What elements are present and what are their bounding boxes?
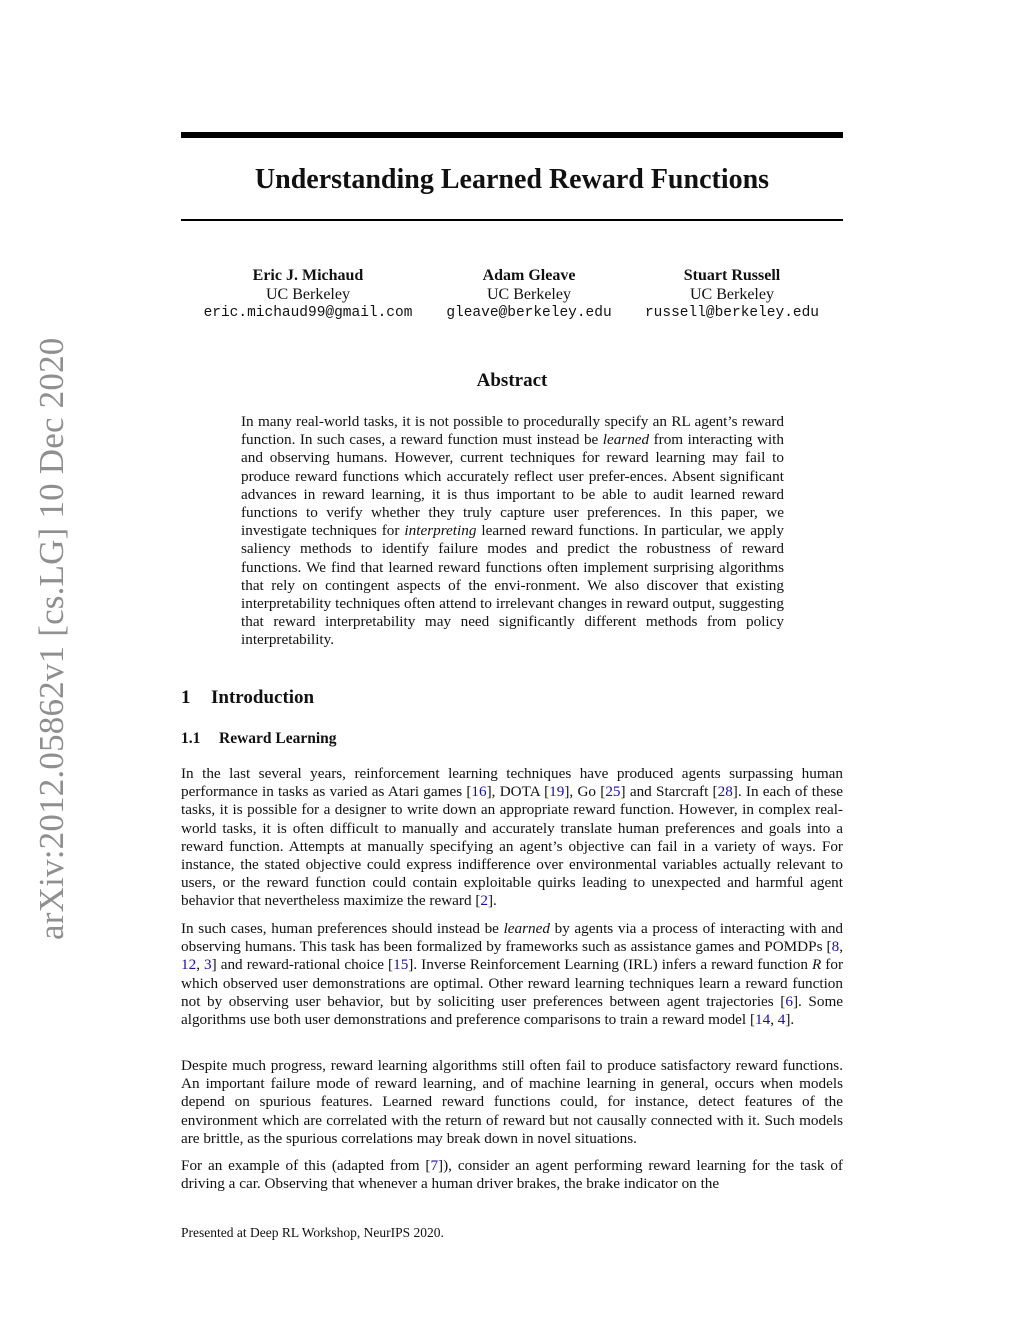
citation-link[interactable]: 15 xyxy=(393,956,409,974)
citation-link[interactable]: 3 xyxy=(204,956,212,974)
paragraph: In the last several years, reinforcement learning techniques have produced agents surpassing human performance in tasks as varied as Atari games [16], DOTA [19], Go [25] and Starcraft [28]. In each of these tasks, it is possible for a designer to write down an appropriate reward function. However, in complex real-world tasks, it is often difficult to manually and accurately translate human preferences and goals into a reward function. Attempts at manually specifying an agent’s objective can fail in a variety of ways. For instance, the stated objective could express indifference over environmental variables actually relevant to users, or the reward function could contain exploitable quirks leading to unexpected and harmful agent behavior that nevertheless maximize the reward [2]. xyxy=(181,765,843,910)
paper-title: Understanding Learned Reward Functions xyxy=(254,164,770,195)
author-block xyxy=(612,267,852,323)
citation-link[interactable]: 2 xyxy=(480,892,488,910)
subsection-heading xyxy=(181,730,337,748)
title-top-rule xyxy=(181,132,843,138)
citation-link[interactable]: 6 xyxy=(785,992,793,1010)
paragraph: Despite much progress, reward learning algorithms still often fail to produce satisfactory reward functions. An important failure mode of reward learning, and of machine learning in general, occurs when models depend on spurious features. Learned reward functions could, for instance, detect features of the environment which are correlated with the return of reward but not causally connected with it. Such models are brittle, as the spurious correlations may break down in novel situations. xyxy=(181,1057,843,1147)
author-name: Eric J. Michaud xyxy=(252,267,364,284)
citation-link[interactable]: 4 xyxy=(777,1011,786,1029)
citation-link[interactable]: 25 xyxy=(605,783,621,801)
section-title: Introduction xyxy=(211,687,315,708)
citation-link[interactable]: 7 xyxy=(430,1157,439,1174)
citation-link[interactable]: 28 xyxy=(717,783,733,801)
title-bottom-rule xyxy=(181,219,843,221)
citation-link[interactable]: 14 xyxy=(755,1011,771,1029)
subsection-number: 1.1 xyxy=(181,730,201,747)
author-affiliation: UC Berkeley xyxy=(487,285,571,303)
citation-link[interactable]: 8 xyxy=(831,938,840,956)
footnote: Presented at Deep RL Workshop, NeurIPS 2020. xyxy=(181,1225,444,1240)
citation-link[interactable]: 12 xyxy=(181,956,197,974)
author-affiliation: UC Berkeley xyxy=(266,285,350,303)
author-block xyxy=(188,267,428,323)
subsection-title: Reward Learning xyxy=(219,730,337,747)
author-email: gleave@berkeley.edu xyxy=(446,305,612,321)
paragraph: For an example of this (adapted from [7]), consider an agent performing reward learning for the task of driving a car. Observing that whenever a human driver brakes, the brake indicator on the xyxy=(181,1157,843,1193)
arxiv-identifier: arXiv:2012.05862v1 [cs.LG] 10 Dec 2020 xyxy=(32,337,71,940)
author-name: Stuart Russell xyxy=(683,267,781,284)
math-variable: R xyxy=(811,956,822,974)
author-email: russell@berkeley.edu xyxy=(644,305,820,321)
section-number: 1 xyxy=(181,687,191,708)
citation-link[interactable]: 19 xyxy=(549,783,565,801)
author-email: eric.michaud99@gmail.com xyxy=(203,305,413,321)
citation-link[interactable]: 16 xyxy=(471,783,487,801)
abstract-text: In many real-world tasks, it is not possible to procedurally specify an RL agent’s reward function. In such cases, a reward function must instead be learned from interacting with and observing humans. However, current techniques for reward learning may fail to produce reward functions which accurately reflect user prefer-ences. Absent significant advances in reward learning, it is thus important to be able to audit learned reward functions to verify whether they truly capture user preferences. In this paper, we investigate techniques for interpreting learned reward functions. In particular, we apply saliency methods to identify failure modes and predict the robustness of reward functions. We find that learned reward functions often implement surprising algorithms that rely on contingent aspects of the envi-ronment. We also discover that existing interpretability techniques often attend to irrelevant changes in reward output, suggesting that reward interpretability may need significantly different methods from policy interpretability. xyxy=(241,413,784,649)
abstract-heading: Abstract xyxy=(476,370,548,391)
author-name: Adam Gleave xyxy=(482,267,576,284)
author-affiliation: UC Berkeley xyxy=(690,285,774,303)
section-heading xyxy=(181,687,314,709)
paragraph: In such cases, human preferences should instead be learned by agents via a process of interacting with and observing humans. This task has been formalized by frameworks such as assistance games and POMDPs [8, 12, 3] and reward-rational choice [15]. Inverse Reinforcement Learning (IRL) infers a reward function R for which observed user demonstrations are optimal. Other reward learning techniques learn a reward function not by observing user behavior, but by soliciting user preferences between agent trajectories [6]. Some algorithms use both user demonstrations and preference comparisons to train a reward model [14, 4]. xyxy=(181,920,844,1029)
